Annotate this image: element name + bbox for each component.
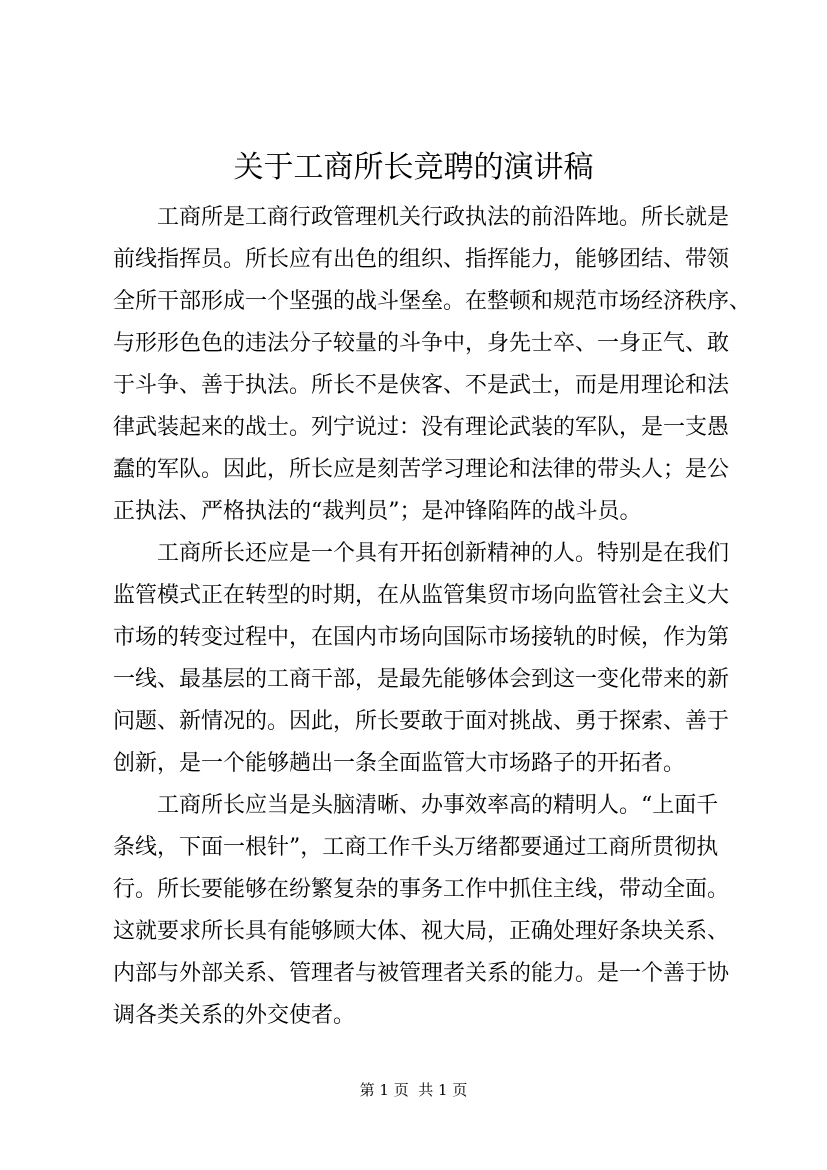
paragraph-1-line-8: 正执法、严格执法的“裁判员”；是冲锋陷阵的战斗员。 xyxy=(113,499,642,524)
paragraph-1-line-6: 律武装起来的战士。列宁说过：没有理论武装的军队，是一支愚 xyxy=(113,415,730,440)
paragraph-2-line-6: 创新，是一个能够趟出一条全面监管大市场路子的开拓者。 xyxy=(113,751,686,776)
paragraph-1-line-2: 前线指挥员。所长应有出色的组织、指挥能力，能够团结、带领 xyxy=(113,247,730,272)
paragraph-2-line-3: 市场的转变过程中，在国内市场向国际市场接轨的时候，作为第 xyxy=(113,625,730,650)
paragraph-3-line-3: 行。所长要能够在纷繁复杂的事务工作中抓住主线，带动全面。 xyxy=(113,877,730,902)
paragraph-2-line-5: 问题、新情况的。因此，所长要敢于面对挑战、勇于探索、善于 xyxy=(113,709,730,734)
paragraph-3-line-2: 条线，下面一根针”，工商工作千头万绪都要通过工商所贯彻执 xyxy=(113,835,719,860)
paragraph-2-line-2: 监管模式正在转型的时期，在从监管集贸市场向监管社会主义大 xyxy=(113,583,730,608)
paragraph-1-line-7: 蠢的军队。因此，所长应是刻苦学习理论和法律的带头人；是公 xyxy=(113,457,730,482)
paragraph-1-line-1: 工商所是工商行政管理机关行政执法的前沿阵地。所长就是 xyxy=(157,205,730,230)
paragraph-1-line-3: 全所干部形成一个坚强的战斗堡垒。在整顿和规范市场经济秩序、 xyxy=(113,289,752,314)
paragraph-2-line-1: 工商所长还应是一个具有开拓创新精神的人。特别是在我们 xyxy=(157,541,730,566)
paragraph-3-line-1: 工商所长应当是头脑清晰、办事效率高的精明人。“上面千 xyxy=(157,793,719,818)
paragraph-3-line-4: 这就要求所长具有能够顾大体、视大局，正确处理好条块关系、 xyxy=(113,919,730,944)
document-title: 关于工商所长竞聘的演讲稿 xyxy=(233,150,594,185)
paragraph-3-line-6: 调各类关系的外交使者。 xyxy=(113,1003,356,1028)
page-footer: 第 1 页 共 1 页 xyxy=(359,1081,468,1099)
paragraph-3-line-5: 内部与外部关系、管理者与被管理者关系的能力。是一个善于协 xyxy=(113,961,730,986)
paragraph-2-line-4: 一线、最基层的工商干部，是最先能够体会到这一变化带来的新 xyxy=(113,667,730,692)
paragraph-1-line-5: 于斗争、善于执法。所长不是侠客、不是武士，而是用理论和法 xyxy=(113,373,730,398)
paragraph-1-line-4: 与形形色色的违法分子较量的斗争中，身先士卒、一身正气、敢 xyxy=(113,331,730,356)
